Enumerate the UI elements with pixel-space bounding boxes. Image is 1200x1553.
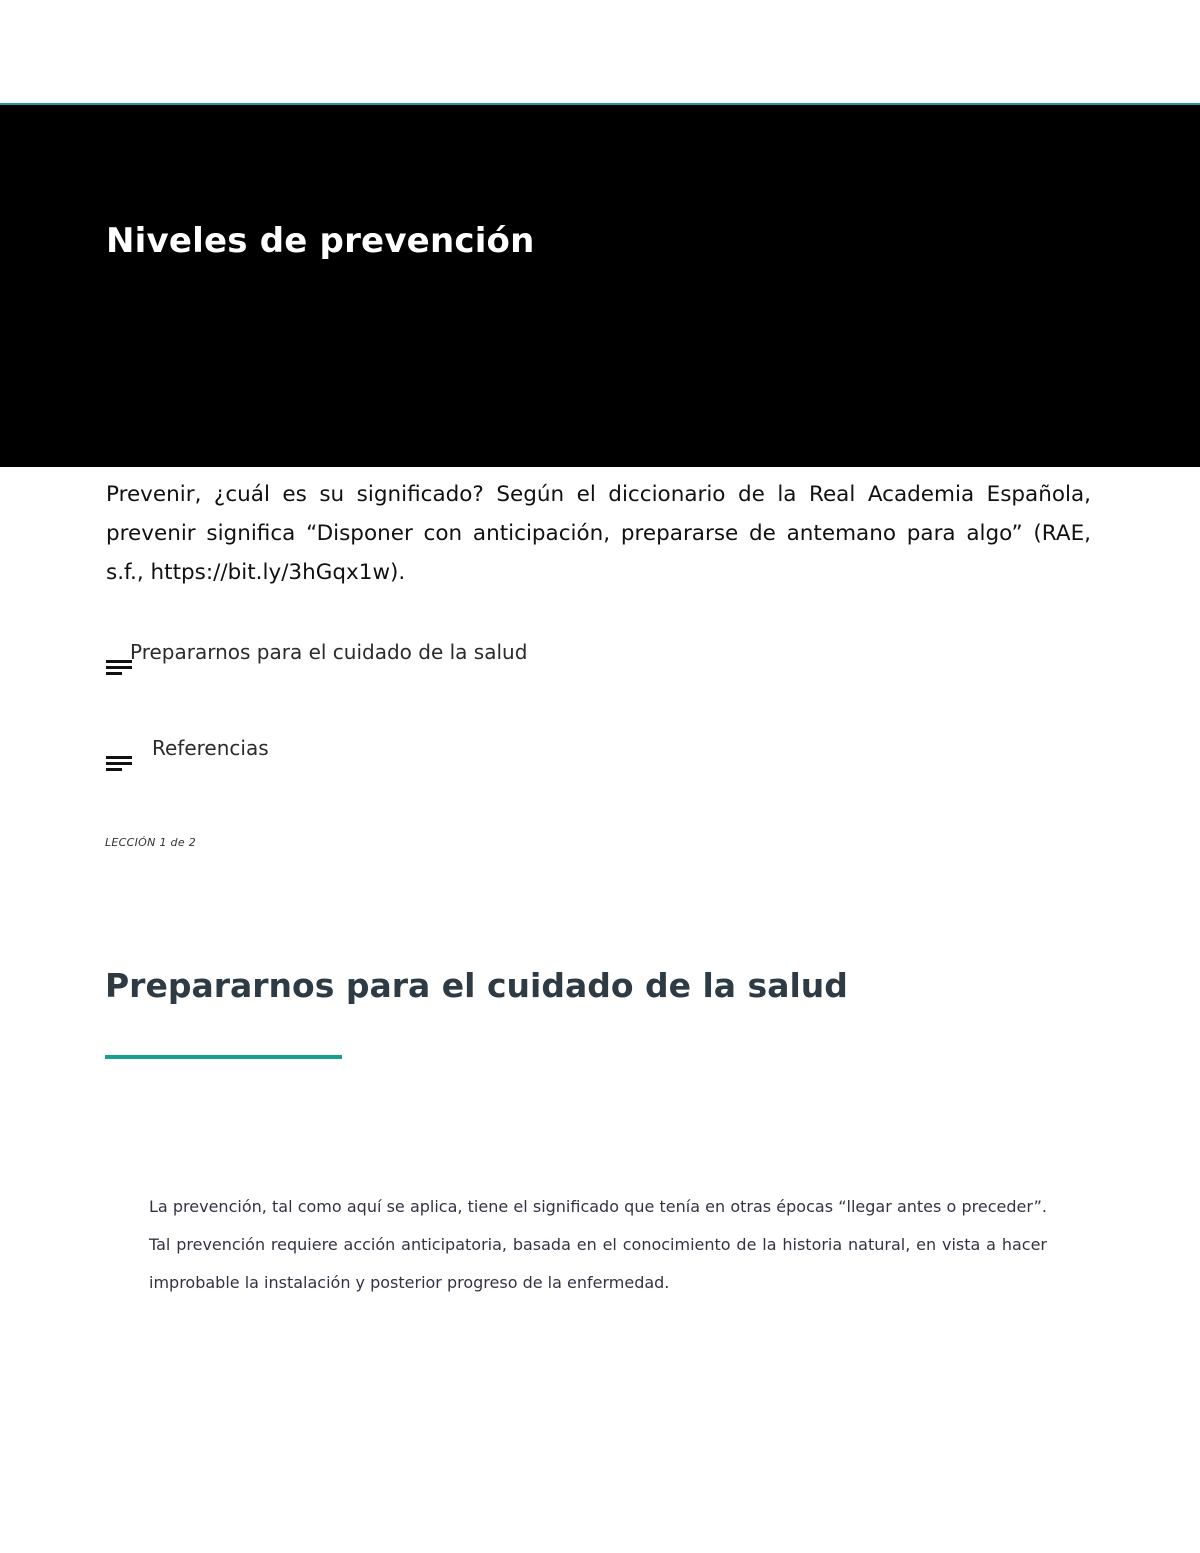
title-underline [105, 1055, 342, 1059]
lines-icon [106, 756, 132, 774]
lesson-link-label: Referencias [152, 736, 269, 760]
section-title: Prepararnos para el cuidado de la salud [105, 966, 848, 1005]
course-title: Niveles de prevención [106, 221, 535, 261]
lesson-counter: LECCIÓN 1 de 2 [105, 836, 197, 849]
lesson-link-prepararnos[interactable] [106, 636, 626, 686]
lesson-link-referencias[interactable] [106, 732, 366, 782]
lines-icon [106, 660, 132, 678]
intro-paragraph: Prevenir, ¿cuál es su significado? Según el diccionario de la Real Academia Española, prevenir significa “Disponer con anticipación, prepararse de antemano para algo” (RAE, s.f., https://bit.ly/3hGqx1w). [106, 482, 1091, 585]
quote-paragraph: La prevención, tal como aquí se aplica, tiene el significado que tenía en otras épocas “llegar antes o preceder”. Tal prevención requiere acción anticipatoria, basada en el conocimiento de la historia natural, en vista a hacer improbable la instalación y posterior progreso de la enfermedad. [149, 1197, 1047, 1292]
lesson-link-label: Prepararnos para el cuidado de la salud [130, 640, 528, 664]
lesson-hero-banner [0, 105, 1200, 467]
